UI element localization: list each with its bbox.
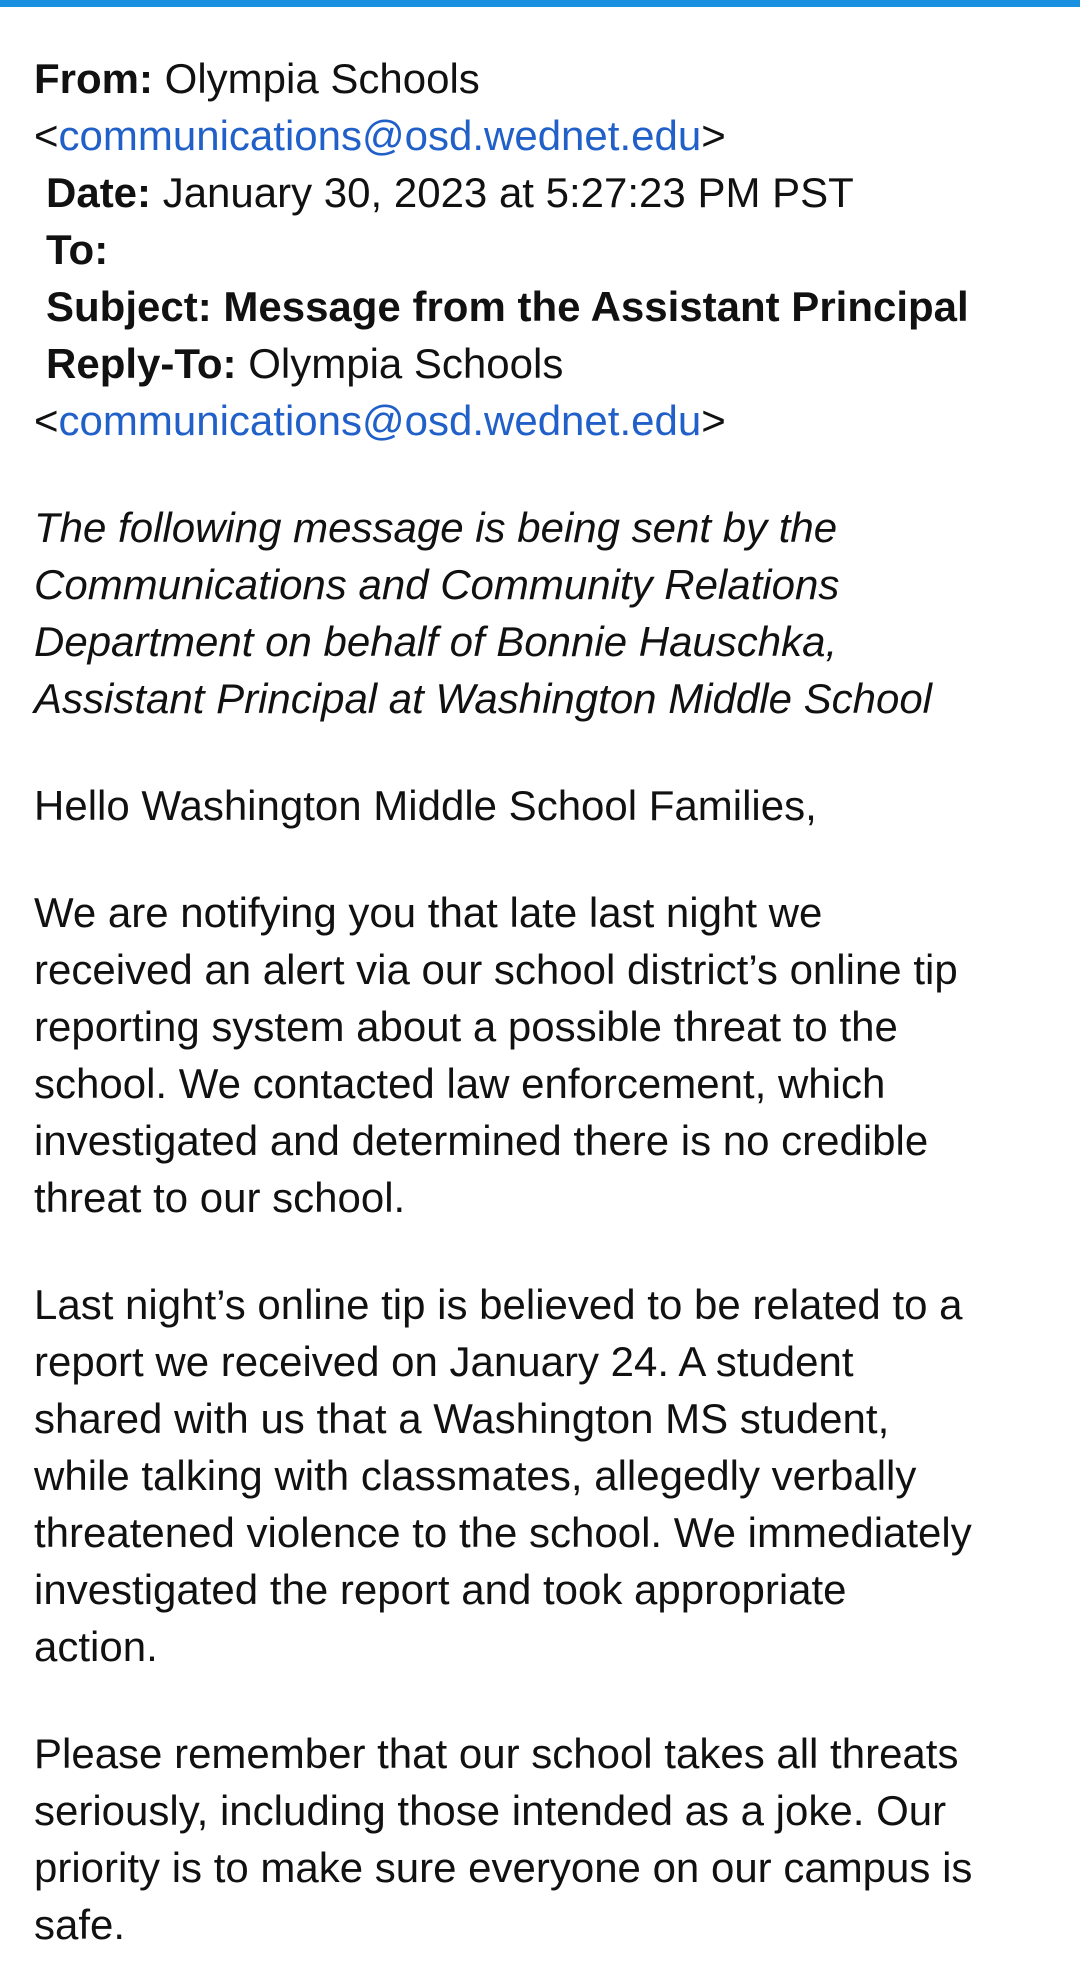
intro-line: Communications and Community Relations	[34, 561, 840, 608]
email-message	[34, 50, 1054, 1953]
subject-line	[34, 278, 1054, 335]
paragraph-line: investigated the report and took appropriate	[34, 1566, 847, 1613]
from-line	[34, 50, 1054, 107]
from-email-line	[34, 107, 1054, 164]
paragraph-line: investigated and determined there is no credible	[34, 1117, 929, 1164]
body-paragraph-3	[34, 1725, 1054, 1953]
paragraph-line: Please remember that our school takes all threats	[34, 1730, 959, 1777]
paragraph-line: report we received on January 24. A student	[34, 1338, 854, 1385]
to-label: To:	[46, 226, 109, 273]
paragraph-line: reporting system about a possible threat to the	[34, 1003, 898, 1050]
paragraph-line: shared with us that a Washington MS student,	[34, 1395, 890, 1442]
top-accent-bar	[0, 0, 1080, 7]
reply-to-label: Reply-To:	[46, 340, 237, 387]
reply-to-open-bracket: <	[34, 397, 59, 444]
from-label: From:	[34, 55, 153, 102]
reply-to-close-bracket: >	[701, 397, 726, 444]
paragraph-line: safe.	[34, 1901, 126, 1948]
from-email-open-bracket: <	[34, 112, 59, 159]
intro-line: Department on behalf of Bonnie Hauschka,	[34, 618, 838, 665]
body-paragraph-2	[34, 1276, 1054, 1675]
subject-value: Message from the Assistant Principal	[223, 283, 969, 330]
paragraph-line: received an alert via our school district’s online tip	[34, 946, 958, 993]
paragraph-line: while talking with classmates, allegedly verbally	[34, 1452, 917, 1499]
intro-line: Assistant Principal at Washington Middle School	[34, 675, 933, 722]
paragraph-line: threatened violence to the school. We immediately	[34, 1509, 972, 1556]
paragraph-line: seriously, including those intended as a joke. Our	[34, 1787, 947, 1834]
date-value: January 30, 2023 at 5:27:23 PM PST	[162, 169, 854, 216]
subject-label: Subject:	[46, 283, 212, 330]
paragraph-line: threat to our school.	[34, 1174, 406, 1221]
intro-note	[34, 499, 1054, 727]
intro-line: The following message is being sent by the	[34, 504, 838, 551]
from-name: Olympia Schools	[164, 55, 480, 102]
paragraph-line: school. We contacted law enforcement, which	[34, 1060, 886, 1107]
greeting: Hello Washington Middle School Families,	[34, 782, 817, 829]
reply-to-name: Olympia Schools	[248, 340, 564, 387]
body-paragraph-1	[34, 884, 1054, 1226]
reply-to-email-link[interactable]: communications@osd.wednet.edu	[58, 397, 702, 444]
from-email-close-bracket: >	[701, 112, 726, 159]
paragraph-line: We are notifying you that late last night we	[34, 889, 823, 936]
date-line	[34, 164, 1054, 221]
from-email-link[interactable]: communications@osd.wednet.edu	[58, 112, 702, 159]
date-label: Date:	[46, 169, 152, 216]
reply-to-line	[34, 335, 1054, 392]
to-line	[34, 221, 1054, 278]
email-header	[34, 50, 1054, 449]
paragraph-line: priority is to make sure everyone on our campus is	[34, 1844, 973, 1891]
paragraph-line: action.	[34, 1623, 158, 1670]
reply-to-email-line	[34, 392, 1054, 449]
paragraph-line: Last night’s online tip is believed to be related to a	[34, 1281, 963, 1328]
